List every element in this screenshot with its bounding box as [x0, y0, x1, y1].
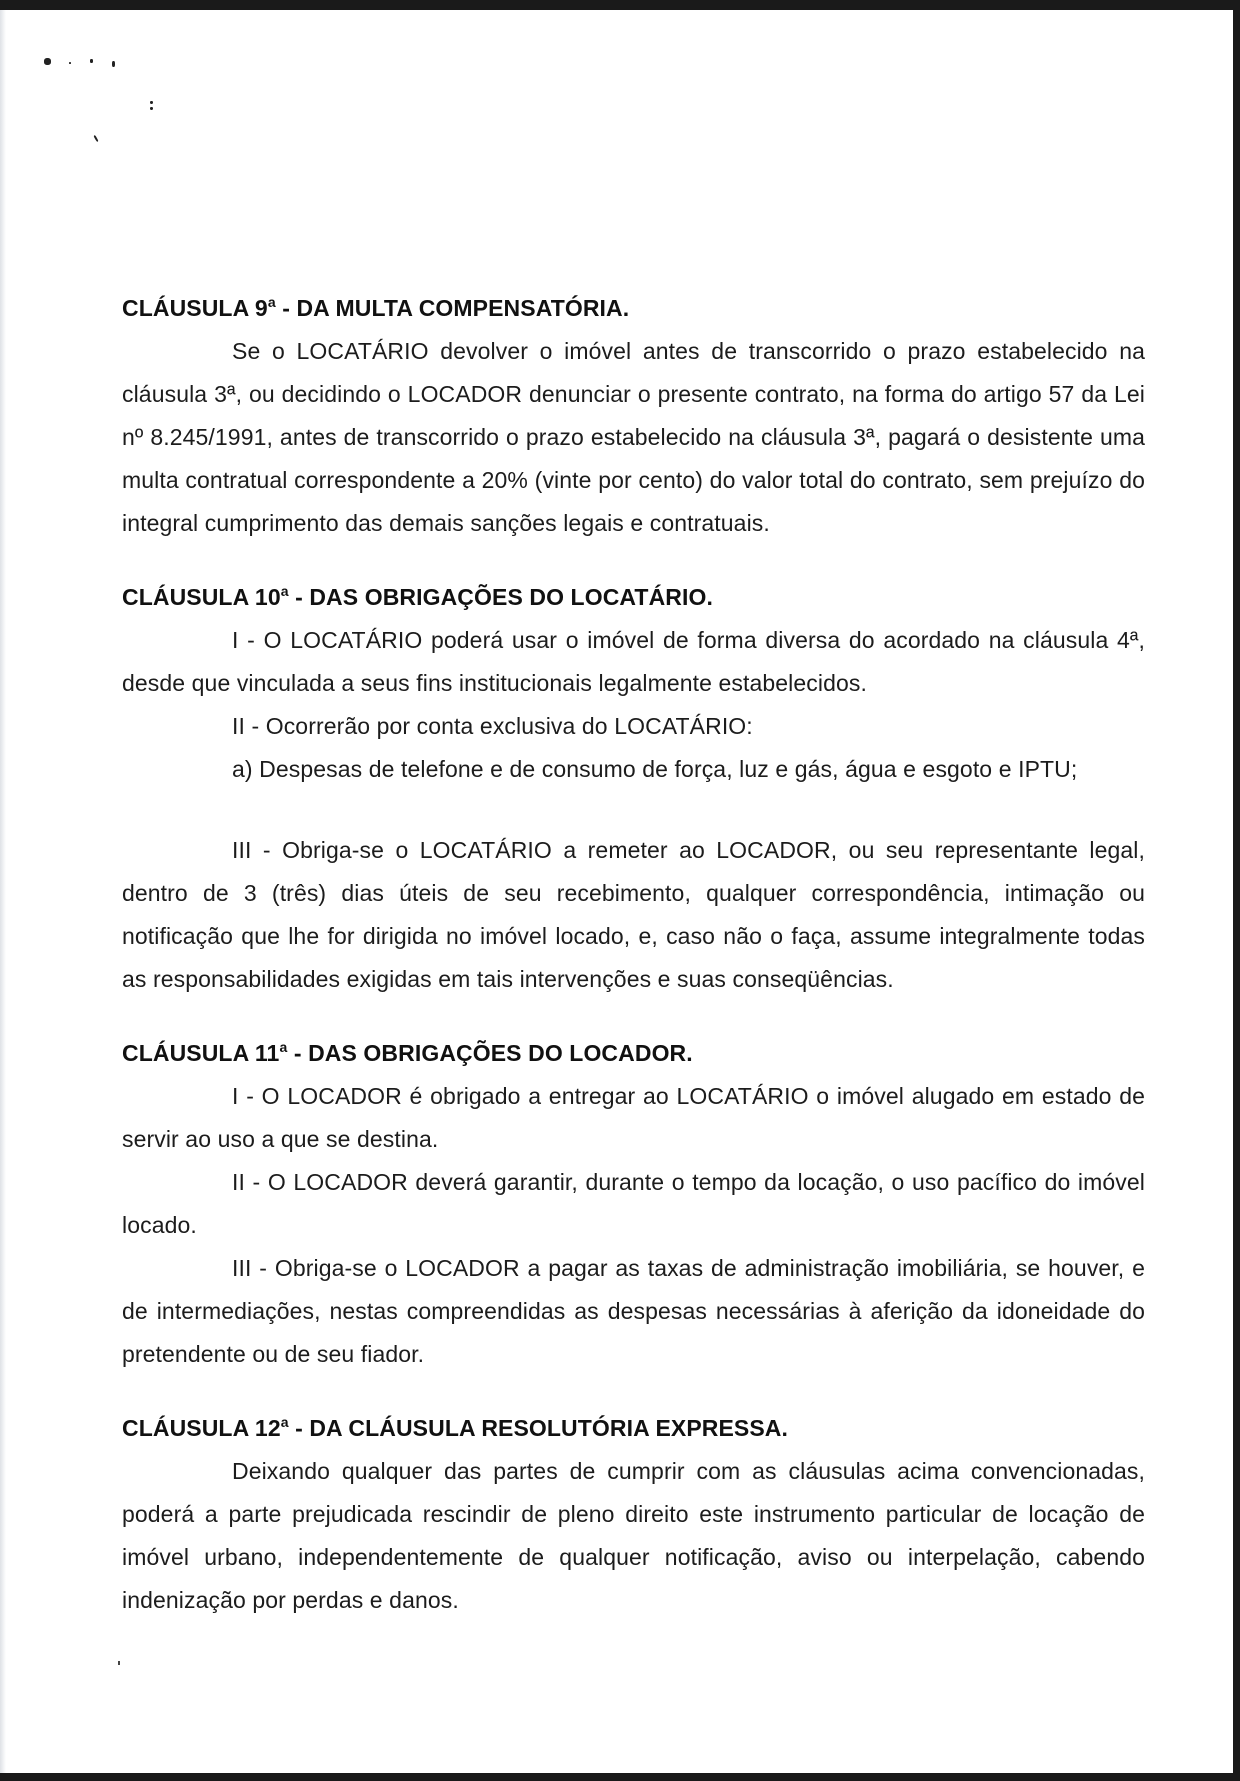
clause-10 — [122, 581, 1145, 1001]
clause-paragraph: Se o LOCATÁRIO devolver o imóvel antes de transcorrido o prazo estabelecido na cláusula 3ª, ou decidindo o LOCADOR denunciar o presente contrato, na forma do artigo 57 da Lei nº 8.245/1991, antes de transcorrido o prazo estabelecido na cláusula 3ª, pagará o desistente uma multa contratual correspondente a 20% (vinte por cento) do valor total do contrato, sem prejuízo do integral cumprimento das demais sanções legais e contratuais. — [122, 338, 1145, 536]
clause-item-iii: III - Obriga-se o LOCADOR a pagar as taxas de administração imobiliária, se houver, e de intermediações, nestas compreendidas as despesas necessárias à aferição da idoneidade do pretendente ou de seu fiador. — [122, 1255, 1145, 1367]
clause-heading-text: - DAS OBRIGAÇÕES DO LOCADOR. — [287, 1040, 693, 1066]
clause-heading-text: - DAS OBRIGAÇÕES DO LOCATÁRIO. — [288, 584, 713, 610]
clause-title — [122, 292, 1145, 324]
clause-9 — [122, 292, 1145, 545]
scan-speck — [150, 107, 153, 110]
scan-speck — [90, 59, 93, 63]
clause-number: CLÁUSULA 11 — [122, 1040, 280, 1066]
ordinal-suffix: a — [267, 294, 276, 310]
clause-title — [122, 1412, 1145, 1444]
scan-speck — [69, 62, 71, 64]
clause-title — [122, 581, 1145, 613]
clause-item-ii-a: a) Despesas de telefone e de consumo de força, luz e gás, água e esgoto e IPTU; — [232, 756, 1078, 782]
scan-speck — [44, 58, 51, 65]
ordinal-suffix: a — [280, 583, 289, 599]
ordinal-suffix: a — [280, 1414, 289, 1430]
clause-item-i: I - O LOCADOR é obrigado a entregar ao LOCATÁRIO o imóvel alugado em estado de servir ao uso a que se destina. — [122, 1083, 1145, 1152]
scan-speck — [150, 101, 153, 104]
clause-heading-text: - DA MULTA COMPENSATÓRIA. — [275, 295, 630, 321]
clause-12 — [122, 1412, 1145, 1622]
clause-number: CLÁUSULA 10 — [122, 584, 281, 610]
clause-11 — [122, 1037, 1145, 1376]
contract-body — [122, 292, 1145, 1622]
spacer — [122, 791, 1145, 829]
clause-item-iii: III - Obriga-se o LOCATÁRIO a remeter ao LOCADOR, ou seu representante legal, dentro de 3 (três) dias úteis de seu recebimento, qualquer correspondência, intimação ou notificação que lhe for dirigida no imóvel locado, e, caso não o faça, assume integralmente todas as responsabilidades exigidas em tais intervenções e suas conseqüências. — [122, 837, 1145, 992]
clause-paragraph: Deixando qualquer das partes de cumprir com as cláusulas acima convencionadas, poderá a parte prejudicada rescindir de pleno direito este instrumento particular de locação de imóvel urbano, independentemente de qualquer notificação, aviso ou interpelação, cabendo indenização por perdas e danos. — [122, 1458, 1145, 1613]
scan-speck — [93, 135, 98, 142]
clause-heading-text: - DA CLÁUSULA RESOLUTÓRIA EXPRESSA. — [288, 1415, 789, 1441]
clause-item-ii: II - O LOCADOR deverá garantir, durante o tempo da locação, o uso pacífico do imóvel locado. — [122, 1169, 1145, 1238]
scanned-page — [0, 10, 1233, 1773]
scan-speck — [112, 61, 115, 67]
clause-item-ii: II - Ocorrerão por conta exclusiva do LOCATÁRIO: — [232, 713, 753, 739]
scan-artifacts — [0, 10, 200, 160]
clause-number: CLÁUSULA 9 — [122, 295, 268, 321]
scan-speck — [118, 1661, 120, 1665]
ordinal-suffix: a — [279, 1039, 288, 1055]
clause-title — [122, 1037, 1145, 1069]
clause-item-i: I - O LOCATÁRIO poderá usar o imóvel de forma diversa do acordado na cláusula 4ª, desde que vinculada a seus fins institucionais legalmente estabelecidos. — [122, 627, 1145, 696]
clause-number: CLÁUSULA 12 — [122, 1415, 281, 1441]
